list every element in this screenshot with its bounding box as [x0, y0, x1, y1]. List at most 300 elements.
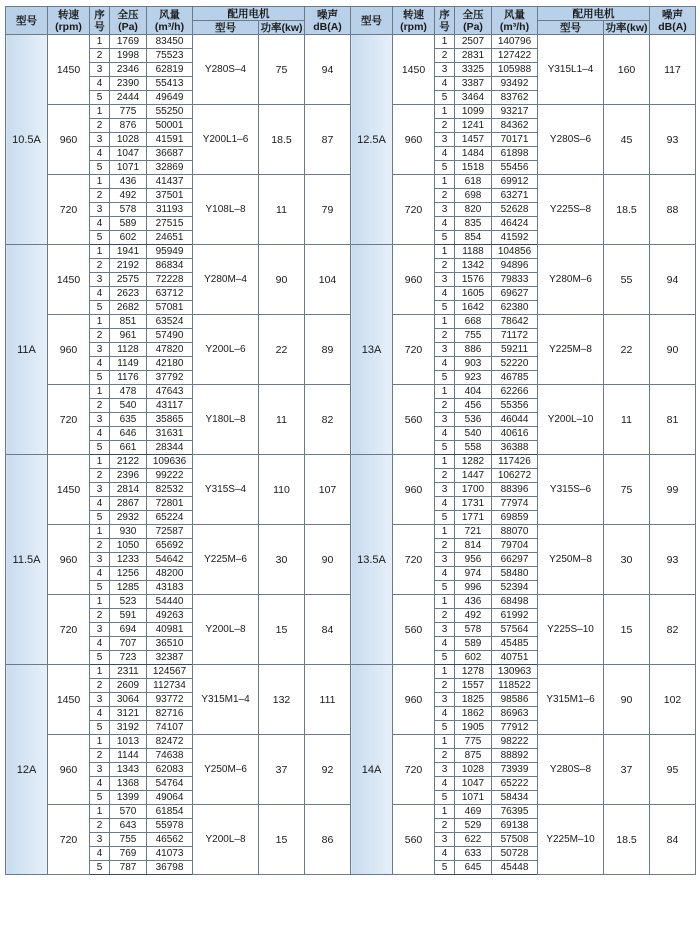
pressure-cell: 835: [455, 217, 492, 231]
pressure-cell: 2682: [110, 301, 147, 315]
flow-cell: 49649: [147, 91, 193, 105]
seq-cell: 5: [90, 371, 110, 385]
pressure-cell: 436: [110, 175, 147, 189]
noise-cell: 79: [305, 175, 351, 245]
motor-model-cell: Y225M–6: [193, 525, 259, 595]
pressure-cell: 1605: [455, 287, 492, 301]
seq-cell: 4: [90, 777, 110, 791]
seq-cell: 1: [435, 385, 455, 399]
pressure-cell: 1099: [455, 105, 492, 119]
motor-power-cell: 15: [604, 595, 650, 665]
pressure-cell: 707: [110, 637, 147, 651]
seq-cell: 2: [90, 49, 110, 63]
header-motor-group: 配用电机: [193, 7, 305, 21]
seq-cell: 4: [90, 147, 110, 161]
flow-cell: 72587: [147, 525, 193, 539]
motor-power-cell: 11: [604, 385, 650, 455]
pressure-cell: 3121: [110, 707, 147, 721]
pressure-cell: 1484: [455, 147, 492, 161]
pressure-cell: 668: [455, 315, 492, 329]
pressure-cell: 1047: [455, 777, 492, 791]
flow-cell: 140796: [492, 35, 538, 49]
speed-cell: 720: [393, 315, 435, 385]
pressure-cell: 775: [455, 735, 492, 749]
pressure-cell: 1941: [110, 245, 147, 259]
pressure-cell: 589: [455, 637, 492, 651]
header-seq: 序 号: [435, 7, 455, 35]
seq-cell: 3: [435, 203, 455, 217]
pressure-cell: 1557: [455, 679, 492, 693]
pressure-cell: 540: [110, 399, 147, 413]
flow-cell: 35865: [147, 413, 193, 427]
motor-power-cell: 90: [259, 245, 305, 315]
flow-cell: 54764: [147, 777, 193, 791]
seq-cell: 2: [435, 469, 455, 483]
pressure-cell: 1731: [455, 497, 492, 511]
seq-cell: 2: [435, 749, 455, 763]
pressure-cell: 478: [110, 385, 147, 399]
seq-cell: 5: [435, 581, 455, 595]
seq-cell: 5: [90, 231, 110, 245]
pressure-cell: 755: [110, 833, 147, 847]
pressure-cell: 1518: [455, 161, 492, 175]
pressure-cell: 1368: [110, 777, 147, 791]
pressure-cell: 591: [110, 609, 147, 623]
motor-model-cell: Y108L–8: [193, 175, 259, 245]
motor-power-cell: 160: [604, 35, 650, 105]
flow-cell: 62266: [492, 385, 538, 399]
pressure-cell: 1047: [110, 147, 147, 161]
pressure-cell: 2311: [110, 665, 147, 679]
pressure-cell: 633: [455, 847, 492, 861]
seq-cell: 3: [90, 273, 110, 287]
flow-cell: 124567: [147, 665, 193, 679]
seq-cell: 1: [90, 105, 110, 119]
seq-cell: 4: [90, 847, 110, 861]
flow-cell: 68498: [492, 595, 538, 609]
motor-model-cell: Y315S–6: [538, 455, 604, 525]
seq-cell: 1: [435, 525, 455, 539]
pressure-cell: 456: [455, 399, 492, 413]
fan-model-cell: 11.5A: [6, 455, 48, 665]
noise-cell: 94: [305, 35, 351, 105]
speed-cell: 960: [48, 735, 90, 805]
flow-cell: 24651: [147, 231, 193, 245]
flow-cell: 28344: [147, 441, 193, 455]
seq-cell: 3: [435, 833, 455, 847]
motor-model-cell: Y250M–8: [538, 525, 604, 595]
seq-cell: 3: [90, 623, 110, 637]
pressure-cell: 3192: [110, 721, 147, 735]
pressure-cell: 643: [110, 819, 147, 833]
pressure-cell: 974: [455, 567, 492, 581]
seq-cell: 4: [90, 567, 110, 581]
seq-cell: 1: [90, 245, 110, 259]
flow-cell: 79704: [492, 539, 538, 553]
pressure-cell: 923: [455, 371, 492, 385]
flow-cell: 82472: [147, 735, 193, 749]
seq-cell: 1: [90, 805, 110, 819]
flow-cell: 66297: [492, 553, 538, 567]
speed-cell: 960: [48, 105, 90, 175]
seq-cell: 5: [90, 861, 110, 875]
speed-cell: 960: [48, 315, 90, 385]
flow-cell: 50001: [147, 119, 193, 133]
seq-cell: 3: [435, 693, 455, 707]
seq-cell: 3: [90, 413, 110, 427]
pressure-cell: 854: [455, 231, 492, 245]
table-row: [6, 665, 696, 679]
flow-cell: 43117: [147, 399, 193, 413]
pressure-cell: 1399: [110, 791, 147, 805]
seq-cell: 5: [90, 91, 110, 105]
seq-cell: 5: [435, 651, 455, 665]
fan-model-cell: 14A: [351, 665, 393, 875]
flow-cell: 72801: [147, 497, 193, 511]
speed-cell: 560: [393, 595, 435, 665]
flow-cell: 86834: [147, 259, 193, 273]
flow-cell: 57081: [147, 301, 193, 315]
seq-cell: 1: [90, 175, 110, 189]
flow-cell: 50728: [492, 847, 538, 861]
speed-cell: 1450: [48, 245, 90, 315]
speed-cell: 720: [393, 525, 435, 595]
pressure-cell: 2831: [455, 49, 492, 63]
seq-cell: 2: [90, 259, 110, 273]
seq-cell: 3: [435, 763, 455, 777]
seq-cell: 4: [435, 287, 455, 301]
flow-cell: 31631: [147, 427, 193, 441]
flow-cell: 98222: [492, 735, 538, 749]
pressure-cell: 814: [455, 539, 492, 553]
flow-cell: 86963: [492, 707, 538, 721]
seq-cell: 5: [90, 161, 110, 175]
flow-cell: 118522: [492, 679, 538, 693]
speed-cell: 1450: [48, 665, 90, 735]
header-pressure: 全压 (Pa): [455, 7, 492, 35]
flow-cell: 112734: [147, 679, 193, 693]
noise-cell: 82: [305, 385, 351, 455]
flow-cell: 37792: [147, 371, 193, 385]
noise-cell: 84: [305, 595, 351, 665]
motor-power-cell: 75: [604, 455, 650, 525]
seq-cell: 3: [435, 623, 455, 637]
motor-power-cell: 15: [259, 595, 305, 665]
speed-cell: 1450: [48, 455, 90, 525]
motor-model-cell: Y315L1–4: [538, 35, 604, 105]
flow-cell: 27515: [147, 217, 193, 231]
flow-cell: 43183: [147, 581, 193, 595]
motor-power-cell: 11: [259, 385, 305, 455]
flow-cell: 55356: [492, 399, 538, 413]
pressure-cell: 2814: [110, 483, 147, 497]
flow-cell: 71172: [492, 329, 538, 343]
flow-cell: 70171: [492, 133, 538, 147]
flow-cell: 83450: [147, 35, 193, 49]
table-header: [6, 7, 696, 35]
seq-cell: 1: [90, 735, 110, 749]
flow-cell: 61854: [147, 805, 193, 819]
pressure-cell: 2507: [455, 35, 492, 49]
seq-cell: 5: [435, 91, 455, 105]
seq-cell: 3: [90, 483, 110, 497]
motor-model-cell: Y200L–8: [193, 595, 259, 665]
pressure-cell: 3325: [455, 63, 492, 77]
flow-cell: 93492: [492, 77, 538, 91]
motor-model-cell: Y250M–6: [193, 735, 259, 805]
seq-cell: 3: [435, 133, 455, 147]
flow-cell: 57564: [492, 623, 538, 637]
flow-cell: 84362: [492, 119, 538, 133]
flow-cell: 49064: [147, 791, 193, 805]
flow-cell: 88070: [492, 525, 538, 539]
noise-cell: 104: [305, 245, 351, 315]
speed-cell: 960: [393, 455, 435, 525]
pressure-cell: 930: [110, 525, 147, 539]
motor-model-cell: Y225S–10: [538, 595, 604, 665]
noise-cell: 95: [650, 735, 696, 805]
pressure-cell: 721: [455, 525, 492, 539]
flow-cell: 45485: [492, 637, 538, 651]
motor-power-cell: 15: [259, 805, 305, 875]
flow-cell: 130963: [492, 665, 538, 679]
pressure-cell: 1769: [110, 35, 147, 49]
pressure-cell: 2867: [110, 497, 147, 511]
pressure-cell: 1149: [110, 357, 147, 371]
seq-cell: 3: [90, 763, 110, 777]
motor-power-cell: 18.5: [604, 805, 650, 875]
pressure-cell: 1862: [455, 707, 492, 721]
pressure-cell: 1771: [455, 511, 492, 525]
flow-cell: 45448: [492, 861, 538, 875]
header-noise: 噪声 dB(A): [650, 7, 696, 35]
pressure-cell: 3387: [455, 77, 492, 91]
noise-cell: 111: [305, 665, 351, 735]
noise-cell: 86: [305, 805, 351, 875]
header-noise: 噪声 dB(A): [305, 7, 351, 35]
flow-cell: 62083: [147, 763, 193, 777]
motor-power-cell: 30: [259, 525, 305, 595]
pressure-cell: 2609: [110, 679, 147, 693]
seq-cell: 1: [90, 385, 110, 399]
speed-cell: 1450: [393, 35, 435, 105]
flow-cell: 95949: [147, 245, 193, 259]
seq-cell: 4: [435, 217, 455, 231]
speed-cell: 720: [393, 175, 435, 245]
pressure-cell: 755: [455, 329, 492, 343]
flow-cell: 55456: [492, 161, 538, 175]
flow-cell: 105988: [492, 63, 538, 77]
flow-cell: 93772: [147, 693, 193, 707]
speed-cell: 720: [48, 805, 90, 875]
flow-cell: 54642: [147, 553, 193, 567]
seq-cell: 1: [435, 595, 455, 609]
pressure-cell: 820: [455, 203, 492, 217]
pressure-cell: 1285: [110, 581, 147, 595]
seq-cell: 3: [435, 553, 455, 567]
motor-power-cell: 90: [604, 665, 650, 735]
motor-power-cell: 37: [604, 735, 650, 805]
flow-cell: 55250: [147, 105, 193, 119]
motor-power-cell: 22: [604, 315, 650, 385]
seq-cell: 5: [435, 861, 455, 875]
flow-cell: 62380: [492, 301, 538, 315]
seq-cell: 5: [435, 441, 455, 455]
flow-cell: 72228: [147, 273, 193, 287]
fan-model-cell: 12.5A: [351, 35, 393, 245]
noise-cell: 90: [650, 315, 696, 385]
flow-cell: 36510: [147, 637, 193, 651]
motor-model-cell: Y315M1–4: [193, 665, 259, 735]
pressure-cell: 492: [110, 189, 147, 203]
flow-cell: 63712: [147, 287, 193, 301]
seq-cell: 5: [90, 791, 110, 805]
pressure-cell: 903: [455, 357, 492, 371]
flow-cell: 48200: [147, 567, 193, 581]
seq-cell: 3: [435, 63, 455, 77]
noise-cell: 89: [305, 315, 351, 385]
table-row: [6, 245, 696, 259]
pressure-cell: 1028: [110, 133, 147, 147]
pressure-cell: 661: [110, 441, 147, 455]
motor-power-cell: 22: [259, 315, 305, 385]
fan-model-cell: 11A: [6, 245, 48, 455]
seq-cell: 4: [90, 287, 110, 301]
flow-cell: 83762: [492, 91, 538, 105]
flow-cell: 46424: [492, 217, 538, 231]
flow-cell: 88892: [492, 749, 538, 763]
pressure-cell: 1825: [455, 693, 492, 707]
seq-cell: 1: [90, 525, 110, 539]
seq-cell: 3: [90, 203, 110, 217]
pressure-cell: 2396: [110, 469, 147, 483]
flow-cell: 47820: [147, 343, 193, 357]
motor-model-cell: Y180L–8: [193, 385, 259, 455]
flow-cell: 127422: [492, 49, 538, 63]
flow-cell: 82532: [147, 483, 193, 497]
motor-model-cell: Y200L1–6: [193, 105, 259, 175]
seq-cell: 5: [435, 721, 455, 735]
fan-model-cell: 13A: [351, 245, 393, 455]
pressure-cell: 1233: [110, 553, 147, 567]
fan-model-cell: 13.5A: [351, 455, 393, 665]
motor-model-cell: Y225S–8: [538, 175, 604, 245]
pressure-cell: 956: [455, 553, 492, 567]
pressure-cell: 578: [110, 203, 147, 217]
flow-cell: 32869: [147, 161, 193, 175]
noise-cell: 107: [305, 455, 351, 525]
pressure-cell: 876: [110, 119, 147, 133]
motor-model-cell: Y280M–6: [538, 245, 604, 315]
seq-cell: 2: [90, 609, 110, 623]
pressure-cell: 1144: [110, 749, 147, 763]
pressure-cell: 540: [455, 427, 492, 441]
flow-cell: 31193: [147, 203, 193, 217]
pressure-cell: 1128: [110, 343, 147, 357]
flow-cell: 55413: [147, 77, 193, 91]
header-motor-model: 型号: [538, 21, 604, 35]
seq-cell: 3: [90, 693, 110, 707]
motor-model-cell: Y315S–4: [193, 455, 259, 525]
noise-cell: 99: [650, 455, 696, 525]
seq-cell: 2: [435, 259, 455, 273]
pressure-cell: 492: [455, 609, 492, 623]
flow-cell: 63524: [147, 315, 193, 329]
seq-cell: 3: [90, 133, 110, 147]
fan-model-cell: 12A: [6, 665, 48, 875]
flow-cell: 65692: [147, 539, 193, 553]
seq-cell: 4: [90, 707, 110, 721]
pressure-cell: 570: [110, 805, 147, 819]
flow-cell: 46044: [492, 413, 538, 427]
pressure-cell: 589: [110, 217, 147, 231]
flow-cell: 46562: [147, 833, 193, 847]
pressure-cell: 775: [110, 105, 147, 119]
fan-performance-table: [5, 6, 696, 875]
header-motor-model: 型号: [193, 21, 259, 35]
table-row: [6, 455, 696, 469]
pressure-cell: 787: [110, 861, 147, 875]
seq-cell: 1: [435, 315, 455, 329]
seq-cell: 5: [435, 791, 455, 805]
seq-cell: 1: [435, 175, 455, 189]
motor-power-cell: 75: [259, 35, 305, 105]
seq-cell: 4: [435, 357, 455, 371]
flow-cell: 99222: [147, 469, 193, 483]
motor-power-cell: 18.5: [604, 175, 650, 245]
seq-cell: 2: [435, 609, 455, 623]
flow-cell: 65222: [492, 777, 538, 791]
pressure-cell: 469: [455, 805, 492, 819]
seq-cell: 4: [435, 497, 455, 511]
noise-cell: 102: [650, 665, 696, 735]
motor-power-cell: 110: [259, 455, 305, 525]
seq-cell: 5: [90, 511, 110, 525]
seq-cell: 1: [435, 665, 455, 679]
flow-cell: 77912: [492, 721, 538, 735]
header-flow: 风量 (m³/h): [492, 7, 538, 35]
pressure-cell: 1278: [455, 665, 492, 679]
pressure-cell: 2444: [110, 91, 147, 105]
flow-cell: 32387: [147, 651, 193, 665]
seq-cell: 2: [435, 819, 455, 833]
pressure-cell: 536: [455, 413, 492, 427]
motor-power-cell: 45: [604, 105, 650, 175]
flow-cell: 58434: [492, 791, 538, 805]
seq-cell: 3: [435, 413, 455, 427]
speed-cell: 560: [393, 805, 435, 875]
pressure-cell: 2623: [110, 287, 147, 301]
flow-cell: 61898: [492, 147, 538, 161]
motor-model-cell: Y280S–6: [538, 105, 604, 175]
seq-cell: 1: [90, 35, 110, 49]
pressure-cell: 622: [455, 833, 492, 847]
pressure-cell: 558: [455, 441, 492, 455]
motor-model-cell: Y200L–10: [538, 385, 604, 455]
pressure-cell: 1342: [455, 259, 492, 273]
pressure-cell: 851: [110, 315, 147, 329]
seq-cell: 4: [435, 777, 455, 791]
flow-cell: 59211: [492, 343, 538, 357]
seq-cell: 4: [435, 567, 455, 581]
seq-cell: 2: [90, 189, 110, 203]
header-motor-power: 功率(kw): [260, 21, 303, 34]
flow-cell: 46785: [492, 371, 538, 385]
flow-cell: 49263: [147, 609, 193, 623]
seq-cell: 4: [90, 637, 110, 651]
speed-cell: 720: [48, 595, 90, 665]
flow-cell: 36687: [147, 147, 193, 161]
